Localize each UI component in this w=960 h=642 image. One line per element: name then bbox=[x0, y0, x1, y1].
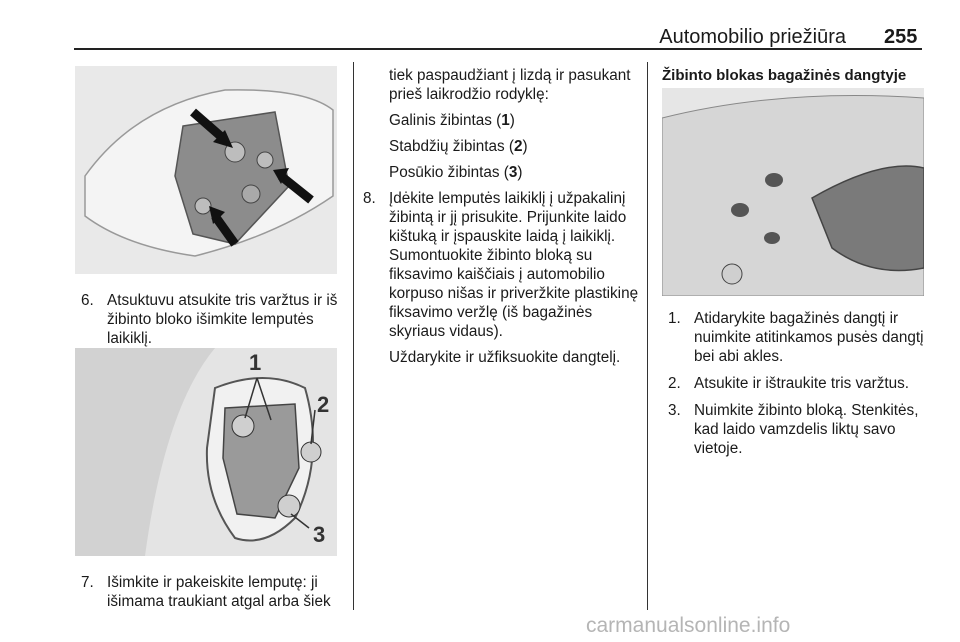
step-2-text: Atsukite ir ištraukite tris varžtus. bbox=[694, 375, 910, 392]
lamp-2-label: Stabdžių žibintas (2) bbox=[389, 138, 528, 155]
step-1 bbox=[668, 309, 930, 366]
step-6-text: Atsuktuvu atsukite tris varžtus ir iš žibinto bloko išimkite lemputės laikiklį. bbox=[107, 292, 338, 347]
step-6-number: 6. bbox=[81, 292, 94, 309]
step-8-number: 8. bbox=[363, 190, 376, 207]
step-2-number: 2. bbox=[668, 375, 681, 392]
step-8 bbox=[363, 189, 640, 341]
column-divider-left bbox=[353, 62, 354, 610]
column-2-text bbox=[363, 66, 640, 367]
step-7-continuation: tiek paspaudžiant į lizdą ir pasukant prieš laikrodžio rodyklę: bbox=[389, 67, 631, 103]
figure-bulb-holder bbox=[75, 348, 337, 556]
callout-2: 2 bbox=[317, 392, 330, 417]
step-1-text: Atidarykite bagažinės dangtį ir nuimkite atitinkamos pusės dangtį bei abi akles. bbox=[694, 310, 924, 365]
tailgate-lamp-illustration bbox=[662, 88, 924, 296]
header-rule bbox=[74, 48, 922, 50]
callout-3: 3 bbox=[313, 522, 326, 547]
step-7 bbox=[81, 573, 343, 611]
lamp-1-label: Galinis žibintas (1) bbox=[389, 112, 515, 129]
step-1-number: 1. bbox=[668, 310, 681, 327]
watermark: carmanualsonline.info bbox=[586, 614, 791, 637]
page-number: 255 bbox=[884, 26, 918, 48]
section-title: Automobilio priežiūra bbox=[659, 26, 846, 48]
step-2 bbox=[668, 374, 930, 393]
bulb-holder-illustration bbox=[75, 348, 337, 556]
figure-taillamp-screws bbox=[75, 66, 337, 274]
column-divider-right bbox=[647, 62, 648, 610]
taillamp-screws-illustration bbox=[75, 66, 337, 274]
step-6 bbox=[81, 291, 343, 348]
column-3-steps bbox=[668, 309, 930, 458]
figure-tailgate-lamp bbox=[662, 88, 924, 296]
step-7-text: Išimkite ir pakeiskite lemputę: ji išimama traukiant atgal arba šiek bbox=[107, 574, 331, 610]
callout-1: 1 bbox=[249, 350, 262, 375]
lamp-3-label: Posūkio žibintas (3) bbox=[389, 164, 523, 181]
closing-instruction: Uždarykite ir užfiksuokite dangtelį. bbox=[389, 349, 621, 366]
section-heading: Žibinto blokas bagažinės dangtyje bbox=[662, 67, 907, 84]
step-8-text: Įdėkite lemputės laikiklį į užpakalinį žibintą ir jį prisukite. Prijunkite laido kištuką ir įspauskite laidą į laikiklį. Sumontuokite žibinto bloką su fiksavimo kaiščiais į automobilio korpuso nišas ir priveržkite plastikinę fiksavimo veržlę (iš bagažinės skyriaus vidaus). bbox=[389, 190, 639, 340]
step-3 bbox=[668, 401, 930, 458]
step-7-number: 7. bbox=[81, 574, 94, 591]
step-3-number: 3. bbox=[668, 402, 681, 419]
step-3-text: Nuimkite žibinto bloką. Stenkitės, kad laido vamzdelis liktų savo vietoje. bbox=[694, 402, 919, 457]
